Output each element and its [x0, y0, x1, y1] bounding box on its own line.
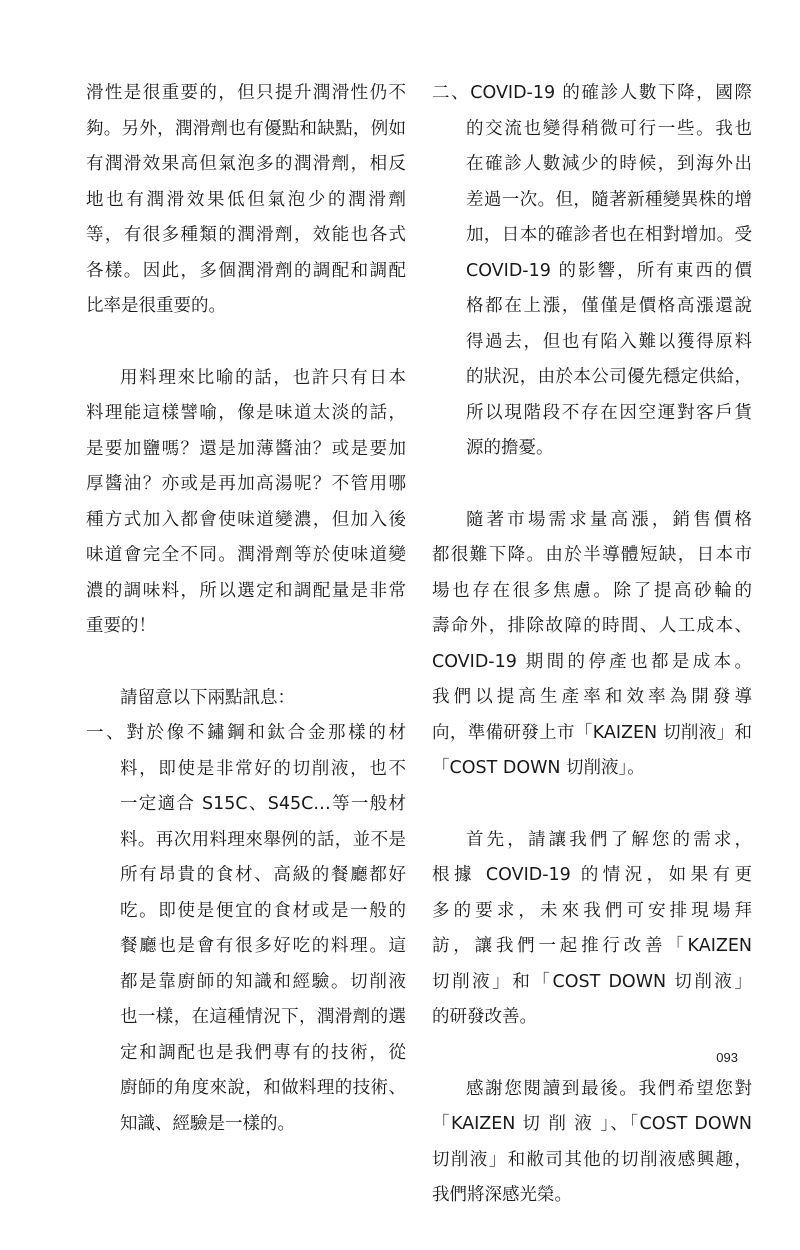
text-line: 比率是很重要的。	[86, 296, 226, 316]
text-line: 向，準備研發上市「KAIZEN 切削液」和	[432, 722, 752, 743]
text-line: 夠。另外，潤滑劑也有優點和缺點，例如	[86, 118, 406, 139]
right-column	[432, 76, 752, 1250]
text-line: 切削液」和「COST DOWN 切削液」	[432, 971, 752, 992]
text-line: 二、COVID-19 的確診人數下降，國際	[432, 83, 752, 103]
text-line: 是要加鹽嗎？還是加薄醬油？或是要加	[86, 438, 406, 459]
text-line: 差過一次。但，隨著新種變異株的增	[466, 189, 752, 210]
text-line: 厚醬油？亦或是再加高湯呢？不管用哪	[86, 474, 406, 494]
paragraph	[86, 361, 406, 645]
text-line: 也一樣，在這種情況下，潤滑劑的選	[120, 1007, 406, 1027]
page-number: 093	[716, 1050, 738, 1065]
paragraph	[432, 1072, 752, 1214]
left-column	[86, 76, 406, 1178]
text-line: COVID-19 期間的停產也都是成本。	[432, 651, 752, 672]
paragraph	[432, 503, 752, 787]
text-line: 切削液」和敝司其他的切削液感興趣，	[432, 1149, 752, 1170]
text-line: COVID-19 的影響，所有東西的價	[466, 260, 752, 281]
text-line: 的狀況，由於本公司優先穩定供給，	[466, 367, 752, 387]
text-line: 壽命外，排除故障的時間、人工成本、	[432, 616, 752, 636]
text-line: 場也存在很多焦慮。除了提高砂輪的	[432, 580, 752, 601]
text-line: 所以現階段不存在因空運對客戶貨	[466, 402, 752, 423]
text-line: 各樣。因此，多個潤滑劑的調配和調配	[86, 260, 406, 281]
text-line: 味道會完全不同。潤滑劑等於使味道變	[86, 545, 406, 565]
text-line: 「KAIZEN 切 削 液 」、「COST DOWN	[432, 1114, 752, 1134]
paragraph	[86, 681, 406, 1143]
text-line: 一、對於像不鏽鋼和鈦合金那樣的材	[86, 723, 406, 743]
text-line: 都很難下降。由於半導體短缺，日本市	[432, 545, 752, 565]
text-line: 等，有很多種類的潤滑劑，效能也各式	[86, 225, 406, 245]
text-line: 所有昂貴的食材、高級的餐廳都好	[120, 865, 406, 885]
text-line: 種方式加入都會使味道變濃，但加入後	[86, 509, 406, 530]
paragraph	[432, 823, 752, 1036]
text-line: 吃。即使是便宜的食材或是一般的	[120, 900, 406, 921]
text-line: 用料理來比喻的話，也許只有日本	[120, 367, 406, 388]
text-line: 源的擔憂。	[466, 438, 554, 458]
text-line: 格都在上漲，僅僅是價格高漲還說	[466, 296, 752, 316]
text-line: 的研發改善。	[432, 1007, 537, 1027]
text-line: 多的要求，未來我們可安排現場拜	[432, 900, 752, 921]
text-line: 我們以提高生產率和效率為開發導	[432, 687, 752, 707]
text-line: 訪，讓我們一起推行改善「KAIZEN	[432, 936, 752, 956]
text-line: 「COST DOWN 切削液」。	[432, 758, 645, 778]
text-line: 地也有潤滑效果低但氣泡少的潤滑劑	[86, 189, 406, 210]
text-line: 定和調配也是我們專有的技術，從	[120, 1042, 406, 1063]
text-line: 知識、經驗是一樣的。	[120, 1113, 295, 1134]
text-line: 得過去，但也有陷入難以獲得原料	[466, 331, 752, 352]
text-line: 料，即使是非常好的切削液，也不	[120, 758, 406, 779]
text-line: 根據 COVID-19 的情況，如果有更	[432, 865, 752, 885]
text-line: 在確診人數減少的時候，到海外出	[466, 154, 752, 174]
text-line: 重要的！	[86, 616, 156, 636]
text-line: 感謝您閱讀到最後。我們希望您對	[466, 1078, 752, 1099]
text-line: 我們將深感光榮。	[432, 1185, 572, 1205]
text-line: 料。再次用料理來舉例的話，並不是	[120, 829, 406, 850]
paragraph	[86, 76, 406, 325]
text-line: 滑性是很重要的，但只提升潤滑性仍不	[86, 83, 406, 103]
paragraph	[432, 76, 752, 467]
text-line: 有潤滑效果高但氣泡多的潤滑劑，相反	[86, 154, 406, 174]
text-line: 餐廳也是會有很多好吃的料理。這	[120, 936, 406, 956]
text-line: 請留意以下兩點訊息：	[120, 687, 295, 708]
text-line: 都是靠廚師的知識和經驗。切削液	[120, 971, 406, 992]
text-line: 首先，請讓我們了解您的需求，	[466, 829, 752, 850]
text-line: 廚師的角度來說，和做料理的技術、	[120, 1078, 406, 1098]
text-line: 料理能這樣譬喻，像是味道太淡的話，	[86, 403, 406, 423]
text-line: 的交流也變得稍微可行一些。我也	[466, 118, 752, 139]
text-line: 加，日本的確診者也在相對增加。受	[466, 225, 752, 245]
text-line: 隨著市場需求量高漲，銷售價格	[466, 509, 752, 530]
text-line: 一定適合 S15C、S45C…等一般材	[120, 794, 406, 814]
text-line: 濃的調味料，所以選定和調配量是非常	[86, 580, 406, 601]
